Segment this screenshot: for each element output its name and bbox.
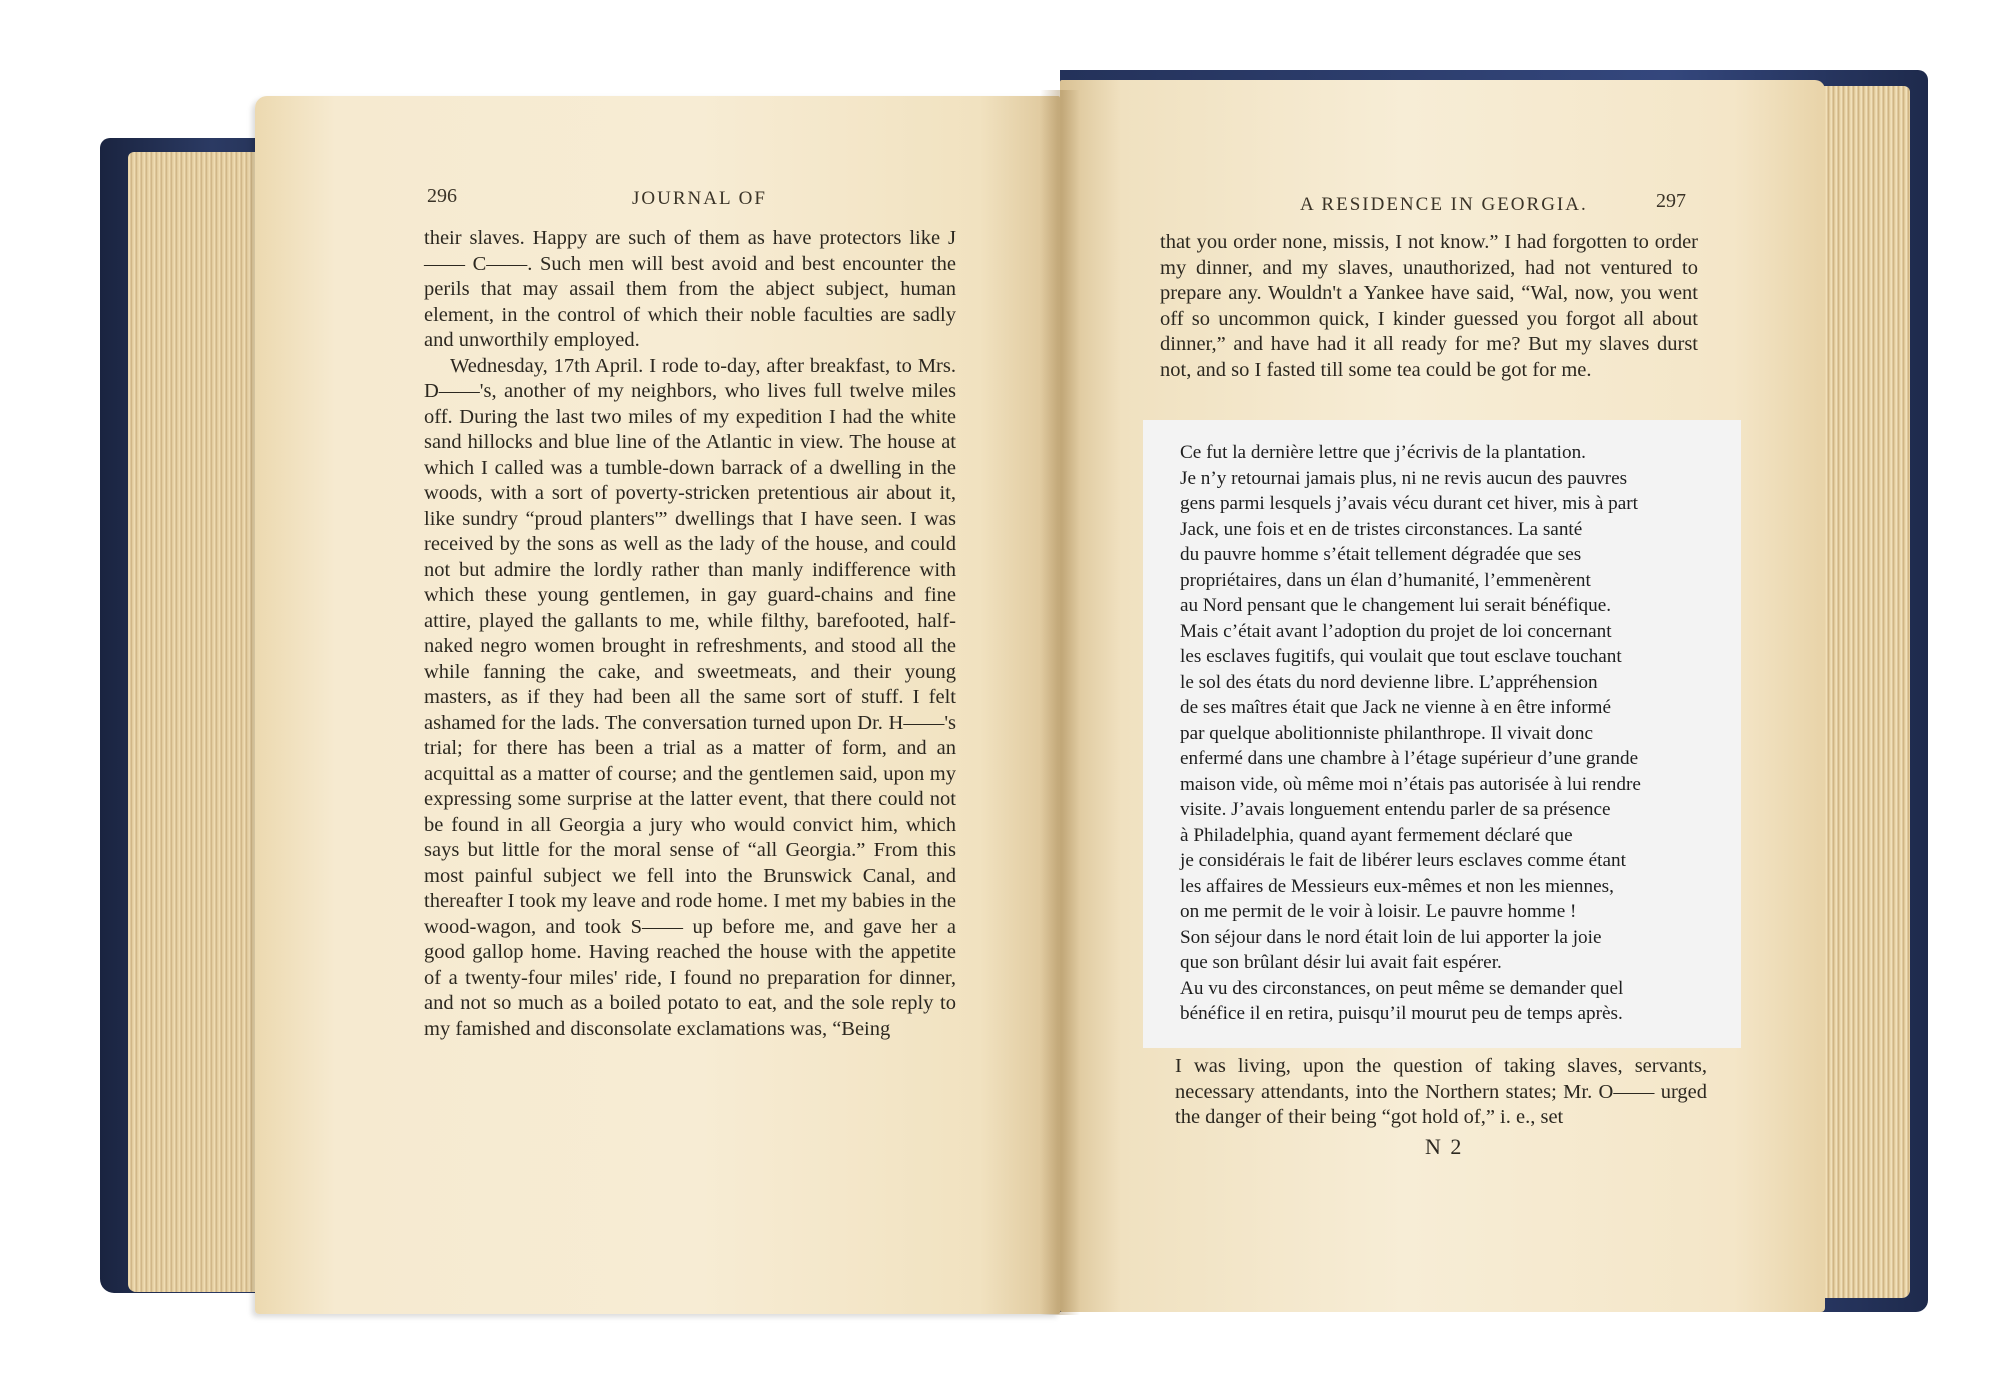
left-paragraph-2: Wednesday, 17th April. I rode to-day, after breakfast, to Mrs. D——'s, another of my neighbors, who lives full twelve miles off. During the last two miles of my expedition I had the white sand hillocks and blue line of the Atlantic in view. The house at which I called was a tumble-down barrack of a dwelling in the woods, with a sort of poverty-stricken pretentious air about it, like sundry “proud planters'” dwellings that I have seen. I was received by the sons as well as the lady of the house, and could not but admire the lordly rather than manly indifference with which these young gentlemen, in gay guard-chains and fine attire, played the gallants to me, while filthy, barefooted, half-naked negro women brought in refreshments, and stood all the while fanning the cake, and sweetmeats, and their young masters, as if they had been all the same sort of stuff. I felt ashamed for the lads. The conversation turned upon Dr. H——'s trial; for there has been a trial as a matter of form, and an acquittal as a matter of course; and the gentlemen said, upon my expressing some surprise at the latter event, that there could not be found in all Georgia a jury who would convict him, which says but little for the moral sense of “all Georgia.” From this most painful subject we fell into the Brunswick Canal, and thereafter I took my leave and rode home. I met my babies in the wood-wagon, and took S—— up before me, and gave her a good gallop home. Having reached the house with the appetite of a twenty-four miles' ride, I found no preparation for dinner, and not so much as a boiled potato to eat, and the sole reply to my famished and disconsolate exclamations was, “Being	[424, 354, 956, 1040]
overlay-line: maison vide, où même moi n’étais pas autorisée à lui rendre	[1180, 773, 1641, 795]
overlay-line: Son séjour dans le nord était loin de lui apporter la joie	[1180, 926, 1602, 948]
translation-overlay-text	[1180, 440, 1720, 1027]
overlay-line: Ce fut la dernière lettre que j’écrivis de la plantation.	[1180, 442, 1586, 463]
left-paragraph-1: their slaves. Happy are such of them as have protectors like J—— C——. Such men will best avoid and best encounter the perils that may assail them from the abject subject, human element, in the control of which their noble faculties are sadly and unworthily employed.	[424, 227, 956, 351]
overlay-line: Au vu des circonstances, on peut même se demander quel	[1180, 977, 1624, 999]
overlay-line: par quelque abolitionniste philanthrope. Il vivait donc	[1180, 722, 1593, 744]
overlay-line: bénéfice il en retira, puisqu’il mourut peu de temps après.	[1180, 1003, 1623, 1024]
overlay-line: que son brûlant désir lui avait fait espérer.	[1180, 952, 1502, 973]
overlay-line: enfermé dans une chambre à l’étage supérieur d’une grande	[1180, 748, 1639, 769]
overlay-line: du pauvre homme s’était tellement dégradée que ses	[1180, 544, 1582, 565]
overlay-line: le sol des états du nord devienne libre. L’appréhension	[1180, 671, 1598, 693]
overlay-line: les affaires de Messieurs eux-mêmes et non les miennes,	[1180, 875, 1614, 897]
overlay-line: Je n’y retournai jamais plus, ni ne revis aucun des pauvres	[1180, 467, 1628, 489]
right-page-number: 297	[1656, 190, 1686, 212]
left-page-number: 296	[427, 185, 457, 207]
left-running-head: JOURNAL OF	[632, 188, 767, 209]
book-gutter	[1040, 90, 1080, 1315]
overlay-line: les esclaves fugitifs, qui voulait que tout esclave touchant	[1180, 646, 1622, 667]
overlay-line: gens parmi lesquels j’avais vécu durant cet hiver, mis à part	[1180, 493, 1638, 514]
overlay-line: Jack, une fois et en de tristes circonstances. La santé	[1180, 518, 1583, 540]
right-page-bottom-text	[1175, 1054, 1707, 1131]
overlay-line: on me permit de le voir à loisir. Le pauvre homme !	[1180, 901, 1577, 922]
overlay-line: visite. J’avais longuement entendu parler de sa présence	[1180, 799, 1611, 820]
right-paragraph-bottom: I was living, upon the question of taking slaves, servants, necessary attendants, into the Northern states; Mr. O—— urged the danger of their being “got hold of,” i. e., set	[1175, 1055, 1707, 1128]
signature-mark: N 2	[1425, 1134, 1464, 1159]
overlay-line: à Philadelphia, quand ayant fermement déclaré que	[1180, 824, 1573, 846]
right-page-top-text	[1160, 230, 1698, 383]
right-paragraph-top: that you order none, missis, I not know.” I had forgotten to order my dinner, and my slaves, unauthorized, had not ventured to prepare any. Wouldn't a Yankee have said, “Wal, now, you went off so uncommon quick, I kinder guessed you forgot all about dinner,” and have had it all ready for me? But my slaves durst not, and so I fasted till some tea could be got for me.	[1160, 231, 1698, 381]
right-running-head: A RESIDENCE IN GEORGIA.	[1300, 194, 1588, 215]
overlay-line: je considérais le fait de libérer leurs esclaves comme étant	[1180, 850, 1626, 871]
overlay-line: au Nord pensant que le changement lui serait bénéfique.	[1180, 595, 1612, 616]
overlay-line: Mais c’était avant l’adoption du projet de loi concernant	[1180, 620, 1612, 642]
page-edges-left	[128, 152, 268, 1292]
overlay-line: de ses maîtres était que Jack ne vienne à en être informé	[1180, 697, 1611, 718]
left-page-body	[424, 226, 956, 1042]
overlay-line: propriétaires, dans un élan d’humanité, l’emmenèrent	[1180, 569, 1591, 591]
